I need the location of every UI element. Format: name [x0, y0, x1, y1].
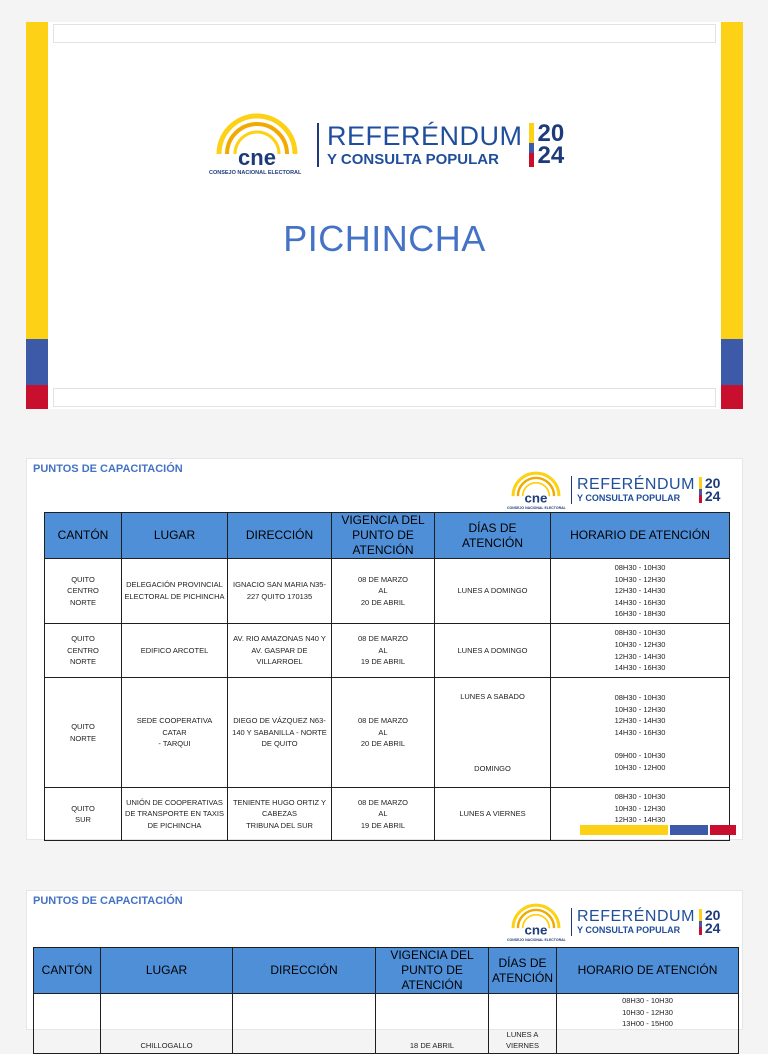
- brand-logo-small: [507, 469, 720, 511]
- cell-direccion: IGNACIO SAN MARIA N35- 227 QUITO 170135: [228, 559, 332, 624]
- cell-lugar: EDIFICO ARCOTEL: [122, 624, 228, 678]
- year-flag-bar: [529, 123, 534, 167]
- slide-heading: PUNTOS DE CAPACITACIÓN: [33, 895, 183, 907]
- cne-caption: CONSEJO NACIONAL ELECTORAL: [209, 170, 302, 176]
- cell-lugar: UNIÓN DE COOPERATIVAS DE TRANSPORTE EN TAXIS DE PICHINCHA: [122, 788, 228, 841]
- cne-caption: CONSEJO NACIONAL ELECTORAL: [507, 938, 566, 942]
- year-bottom: 24: [704, 488, 721, 504]
- cell-vigencia: 08 DE MARZO AL 19 DE ABRIL: [332, 624, 435, 678]
- cell-vigencia: 08 DE MARZO AL 20 DE ABRIL: [332, 559, 435, 624]
- cne-text: cne: [524, 922, 548, 937]
- table-header-row: [34, 948, 739, 994]
- header-lugar: LUGAR: [101, 948, 233, 994]
- header-dias: DÍAS DE ATENCIÓN: [435, 513, 551, 559]
- cell-dias: LUNES A DOMINGO: [435, 559, 551, 624]
- referendum-wordmark: [577, 909, 695, 935]
- cell-dias: LUNES A DOMINGO: [435, 624, 551, 678]
- year-bottom: 24: [537, 142, 565, 169]
- cne-caption: CONSEJO NACIONAL ELECTORAL: [507, 506, 566, 510]
- header-horario: HORARIO DE ATENCIÓN: [557, 948, 739, 994]
- cell-vigencia: 08 DE MARZO AL 19 DE ABRIL: [332, 788, 435, 841]
- cell-dias: LUNES A VIERNES: [435, 788, 551, 841]
- cell-lugar: SEDE COOPERATIVA CATAR - TARQUI: [122, 678, 228, 788]
- header-canton: CANTÓN: [45, 513, 122, 559]
- cne-arc-icon: [507, 901, 565, 937]
- brand-separator: [571, 908, 572, 936]
- year-digits: [705, 477, 721, 503]
- brand-logo-small: [507, 901, 720, 943]
- cover-slide: [26, 22, 743, 409]
- cover-frame-bottom: [53, 388, 716, 407]
- cne-arc-icon: [507, 469, 565, 505]
- cell-direccion: DIEGO DE VÁZQUEZ N63- 140 Y SABANILLA - NORTE DE QUITO: [228, 678, 332, 788]
- table-row: [45, 559, 730, 624]
- cell-dias: [435, 678, 551, 788]
- referendum-subtitle: Y CONSULTA POPULAR: [577, 925, 681, 935]
- header-vigencia: VIGENCIA DEL PUNTO DE ATENCIÓN: [376, 948, 489, 994]
- cne-logo: [507, 901, 565, 943]
- dias-split: [437, 691, 548, 775]
- header-horario: HORARIO DE ATENCIÓN: [551, 513, 730, 559]
- cell-canton: QUITO NORTE: [45, 678, 122, 788]
- cell-direccion: TENIENTE HUGO ORTIZ Y CABEZAS TRIBUNA DEL SUR: [228, 788, 332, 841]
- training-points-table: [44, 512, 730, 841]
- year-digits: [537, 119, 565, 169]
- slide-heading: PUNTOS DE CAPACITACIÓN: [33, 463, 183, 475]
- brand-separator: [571, 476, 572, 504]
- year-mark: [699, 477, 721, 503]
- flag-stripe-left: [26, 22, 48, 409]
- cover-province-title: PICHINCHA: [283, 218, 486, 259]
- cne-logo: [209, 110, 305, 180]
- cell-vigencia: 08 DE MARZO AL 20 DE ABRIL: [332, 678, 435, 788]
- header-direccion: DIRECCIÓN: [228, 513, 332, 559]
- cell-horario: 08H30 - 10H30 10H30 - 12H30 12H30 - 14H30 14H30 - 16H30: [551, 624, 730, 678]
- referendum-title: REFERÉNDUM: [577, 908, 695, 925]
- header-direccion: DIRECCIÓN: [233, 948, 376, 994]
- stripe-red: [710, 825, 736, 835]
- referendum-title: REFERÉNDUM: [577, 476, 695, 493]
- referendum-wordmark: [577, 477, 695, 503]
- cne-logo: [507, 469, 565, 511]
- brand-separator: [317, 123, 319, 167]
- cell-dias: LUNES A VIERNES: [489, 994, 557, 1054]
- flag-stripe-right: [721, 22, 743, 409]
- header-lugar: LUGAR: [122, 513, 228, 559]
- year-top: 20: [704, 475, 721, 492]
- year-mark: [529, 119, 565, 169]
- cell-horario: 08H30 - 10H30 10H30 - 12H30 12H30 - 14H30 14H30 - 16H30 09H00 - 10H30 10H30 - 12H00: [551, 678, 730, 788]
- table-row: [45, 624, 730, 678]
- referendum-subtitle: Y CONSULTA POPULAR: [577, 493, 681, 503]
- cne-text: cne: [238, 145, 276, 168]
- cell-lugar: CHILLOGALLO: [101, 994, 233, 1054]
- year-mark: [699, 909, 721, 935]
- cell-canton: QUITO SUR: [45, 788, 122, 841]
- cell-lugar: DELEGACIÓN PROVINCIAL ELECTORAL DE PICHINCHA: [122, 559, 228, 624]
- dias-weekday: LUNES A SABADO: [460, 691, 525, 701]
- cell-canton: QUITO CENTRO NORTE: [45, 624, 122, 678]
- training-points-slide-2: [26, 890, 743, 1051]
- year-bottom: 24: [704, 920, 721, 936]
- year-digits: [705, 909, 721, 935]
- cne-arc-icon: [209, 110, 305, 168]
- referendum-title: REFERÉNDUM: [327, 121, 523, 151]
- stripe-blue: [670, 825, 708, 835]
- table-row: [45, 678, 730, 788]
- header-dias: DÍAS DE ATENCIÓN: [489, 948, 557, 994]
- cover-frame-top: [53, 24, 716, 43]
- flag-stripes-footer: [580, 825, 736, 835]
- year-flag-bar: [699, 477, 702, 503]
- cell-vigencia: 18 DE ABRIL: [376, 994, 489, 1054]
- training-points-slide-1: [26, 458, 743, 840]
- cne-text: cne: [524, 490, 548, 505]
- stripe-yellow: [580, 825, 668, 835]
- header-vigencia: VIGENCIA DEL PUNTO DE ATENCIÓN: [332, 513, 435, 559]
- cell-horario: 08H30 - 10H30 10H30 - 12H30 13H00 - 15H00: [557, 994, 739, 1054]
- year-top: 20: [704, 907, 721, 924]
- dias-weekend: DOMINGO: [474, 764, 511, 773]
- header-canton: CANTÓN: [34, 948, 101, 994]
- year-top: 20: [537, 119, 565, 147]
- year-flag-bar: [699, 909, 702, 935]
- training-points-table: [33, 947, 739, 1054]
- table-header-row: [45, 513, 730, 559]
- brand-logo: [209, 110, 564, 180]
- cell-horario: 08H30 - 10H30 10H30 - 12H30 12H30 - 14H30: [551, 788, 730, 841]
- referendum-subtitle: Y CONSULTA POPULAR: [327, 151, 499, 168]
- cell-direccion: AV. RIO AMAZONAS N40 Y AV. GASPAR DE VILLARROEL: [228, 624, 332, 678]
- cell-canton: QUITO CENTRO NORTE: [45, 559, 122, 624]
- referendum-wordmark: [327, 123, 523, 167]
- cell-horario: 08H30 - 10H30 10H30 - 12H30 12H30 - 14H30 14H30 - 16H30 16H30 - 18H30: [551, 559, 730, 624]
